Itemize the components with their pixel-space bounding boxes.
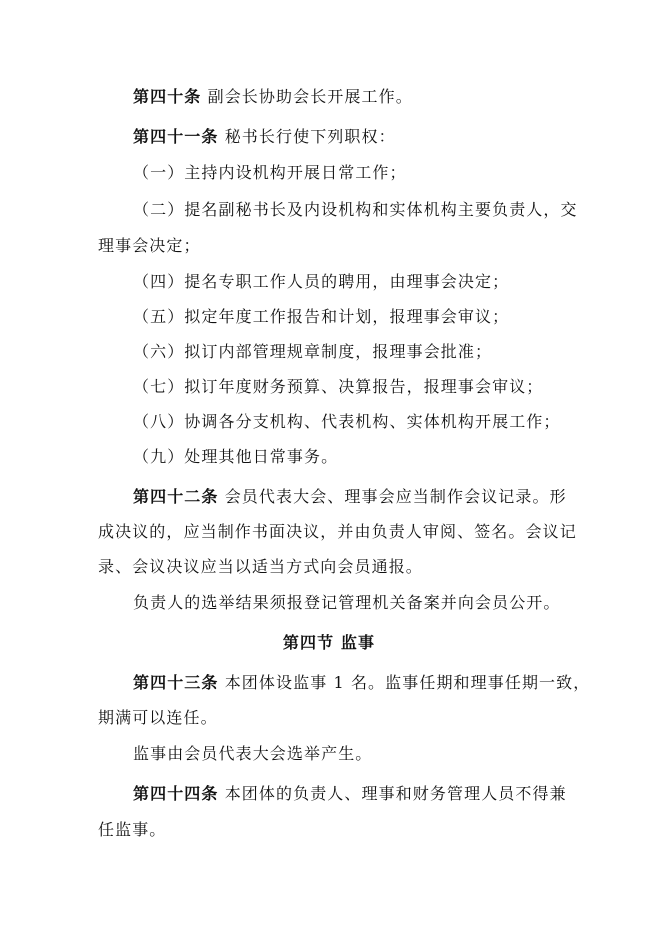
article-41-heading: 第四十一条 (133, 127, 219, 146)
article-40-text: 副会长协助会长开展工作。 (201, 87, 413, 106)
article-42-note: 负责人的选举结果须报登记管理机关备案并向会员公开。 (133, 593, 561, 612)
article-41-item: （四）提名专职工作人员的聘用，由理事会决定； (133, 272, 510, 291)
article-41-line (133, 127, 396, 147)
article-43-text: 本团体设监事 1 名。监事任期和理事任期一致， (218, 673, 591, 692)
article-42-heading: 第四十二条 (133, 487, 219, 506)
article-43-heading: 第四十三条 (133, 673, 219, 692)
article-42-line-2: 成决议的，应当制作书面决议，并由负责人审阅、签名。会议记 (98, 522, 577, 541)
article-41-item: （八）协调各分支机构、代表机构、实体机构开展工作； (133, 412, 561, 431)
article-44-line-1 (133, 784, 567, 804)
article-40-heading: 第四十条 (133, 87, 202, 106)
article-43-line-1 (133, 673, 590, 693)
article-41-item-continuation: 理事会决定； (98, 236, 201, 255)
article-41-item: （九）处理其他日常事务。 (133, 447, 339, 466)
article-40-line (133, 87, 413, 107)
article-41-item: （六）拟订内部管理规章制度，报理事会批准； (133, 342, 493, 361)
article-41-item: （五）拟定年度工作报告和计划，报理事会审议； (133, 307, 510, 326)
article-42-line-1 (133, 487, 567, 507)
article-44-heading: 第四十四条 (133, 784, 219, 803)
section-title: 第四节 监事 (282, 633, 376, 652)
article-43-line-2: 期满可以连任。 (98, 708, 218, 727)
article-41-text: 秘书长行使下列职权： (218, 127, 396, 146)
article-41-item: （二）提名副秘书长及内设机构和实体机构主要负责人，交 (133, 200, 578, 219)
article-44-line-2: 任监事。 (98, 820, 167, 839)
article-42-line-3: 录、会议决议应当以适当方式向会员通报。 (98, 557, 423, 576)
article-41-item: （七）拟订年度财务预算、决算报告，报理事会审议； (133, 377, 544, 396)
article-43-note: 监事由会员代表大会选举产生。 (133, 744, 373, 763)
article-41-item: （一）主持内设机构开展日常工作； (133, 163, 407, 182)
article-42-text: 会员代表大会、理事会应当制作会议记录。形 (218, 487, 567, 506)
article-44-text: 本团体的负责人、理事和财务管理人员不得兼 (218, 784, 567, 803)
